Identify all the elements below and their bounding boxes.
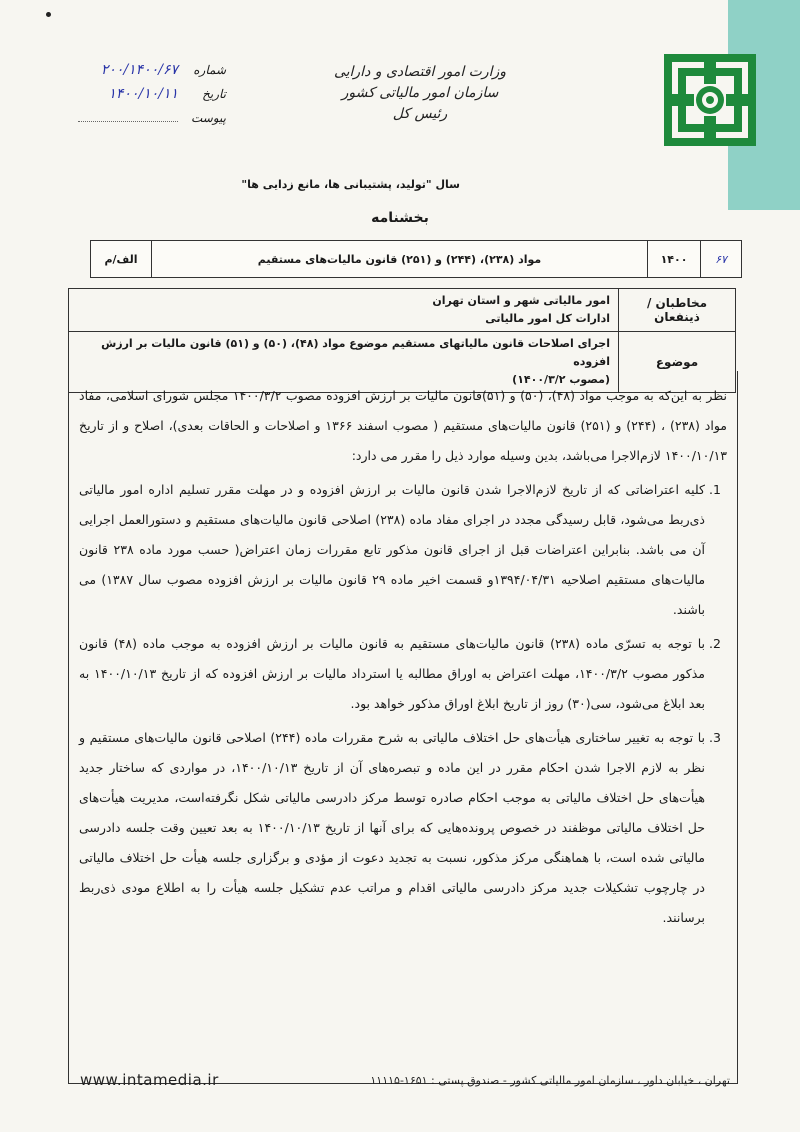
circular-code: الف/م [104,252,138,266]
number-label: شماره [193,63,226,77]
recipients-line-2: ادارات کل امور مالیاتی [485,312,610,325]
subject-line-2: (مصوب ۱۴۰۰/۳/۲) [512,373,610,386]
footer-website: www.intamedia.ir [80,1071,219,1089]
circular-info-strip [90,240,742,278]
body-items [79,475,727,933]
number-row [56,58,226,82]
circular-articles: مواد (۲۳۸)، (۲۴۴) و (۲۵۱) قانون مالیات‌های مستقیم [151,241,647,277]
position-title: رئیس کل [392,106,448,122]
date-row [56,82,226,106]
subject-line-1: اجرای اصلاحات قانون مالیاتهای مستقیم موضوع مواد (۴۸)، (۵۰) و (۵۱) قانون مالیات بر ارزش افزوده [101,337,610,368]
punch-dot [46,12,51,17]
circular-year: ۱۴۰۰ [647,241,700,277]
date-value: ۱۴۰۰/۱۰/۱۱ [108,86,178,102]
body-item-2: 2. با توجه به تسرّی ماده (۲۳۸) قانون مالیات‌های مستقیم به قانون مالیات بر ارزش افزوده به موجب ماده (۴۸) قانون مذکور مصوب ۱۴۰۰/۳/۲، مهلت اعتراض به اوراق مطالبه یا استرداد مالیات بر ارزش افزوده که از تاریخ ۱۴۰۰/۱۰/۱۳ به بعد ابلاغ می‌شود، سی(۳۰) روز از تاریخ ابلاغ اوراق مذکور خواهد بود. [79,629,705,719]
attachment-row [56,106,226,130]
recipients-row [69,289,736,332]
recipients-label: مخاطبان /ذینفعان [619,289,736,332]
body-item-1: 1. کلیه اعتراضاتی که از تاریخ لازم‌الاجرا شدن قانون مالیات بر ارزش افزوده و در مهلت مقرر تسلیم اداره امور مالیاتی ذی‌ربط می‌شود، قابل رسیدگی مجدد در اجرای مفاد ماده (۲۳۸) اصلاحی قانون مالیات‌های مستقیم و دستورالعمل اجرایی آن می باشد. بنابراین اعتراضات قبل از اجرای قانون مذکور تابع مقررات زمان اعتراض( حسب مورد ماده ۲۳۸ قانون مالیات‌های مستقیم اصلاحیه ۱۳۹۴/۰۴/۳۱و قسمت اخیر ماده ۲۹ قانون مالیات بر ارزش افزوده مصوب سال ۱۳۸۷) می باشند. [79,475,705,625]
body-item-3: 3. با توجه به تغییر ساختاری هیأت‌های حل اختلاف مالیاتی به شرح مقررات ماده (۲۴۴) اصلاحی قانون مالیات‌های مستقیم و نظر به لازم الاجرا شدن احکام مقرر در این ماده و تبصره‌های آن از تاریخ ۱۴۰۰/۱۰/۱۳، در مواردی که ساختار جدید هیأت‌های حل اختلاف مالیاتی به موجب احکام صادره توسط مرکز دادرسی مالیاتی شکل نگرفته‌است، مدیریت هیأت‌های حل اختلاف مالیاتی موظفند در خصوص پرونده‌هایی که برای آنها از تاریخ ۱۴۰۰/۱۰/۱۳ به بعد تعیین وقت جلسه دادرسی مالیاتی شده است، با هماهنگی مرکز مذکور، نسبت به تجدید دعوت از مؤدی و برگزاری جلسه هیأت حل اختلاف مالیاتی در چارچوب تشکیلات جدید مرکز دادرسی مالیاتی اقدام و مراتب عدم تشکیل جلسه هیأت را به اطلاع مودی ذی‌ربط برسانند. [79,723,705,933]
circular-number: ۶۷ [700,241,741,277]
number-value: ۲۰۰/۱۴۰۰/۶۷ [100,62,178,78]
page-footer [80,1068,730,1092]
subject-label: موضوع [619,332,736,393]
attachment-label: پیوست [191,111,226,125]
circular-body [68,371,738,1084]
attachment-line [78,109,178,122]
document-type: بخشنامه [371,210,429,226]
letterhead [300,62,540,125]
date-label: تاریخ [202,87,226,101]
body-intro: نظر به این‌که به موجب مواد (۴۸)، (۵۰) و (۵۱)قانون مالیات بر ارزش افزوده مصوب ۱۴۰۰/۳/۲ مجلس شورای اسلامی، مفاد مواد (۲۳۸) ، (۲۴۴) و (۲۵۱) قانون مالیات‌های مستقیم ( مصوب اسفند ۱۳۶۶ و اصلاحات و الحاقات بعدی)، اصلاح و از تاریخ ۱۴۰۰/۱۰/۱۳ لازم‌الاجرا می‌باشد، بدین وسیله موارد ذیل را مقرر می دارد: [79,388,727,463]
recipients-value [69,289,619,332]
letter-meta [56,58,226,130]
recipients-line-1: امور مالیاتی شهر و استان تهران [432,294,610,307]
footer-address: تهران ، خیابان داور ، سازمان امور مالیاتی کشور - صندوق پستی : ۱۶۵۱-۱۱۱۱۵ [370,1073,730,1087]
organization-name: سازمان امور مالیاتی کشور [341,85,499,101]
ministry-name: وزارت امور اقتصادی و دارایی [333,64,507,80]
tax-organization-emblem-icon [660,50,760,150]
year-slogan: سال "تولید، پشتیبانی ها، مانع زدایی ها" [241,178,460,191]
